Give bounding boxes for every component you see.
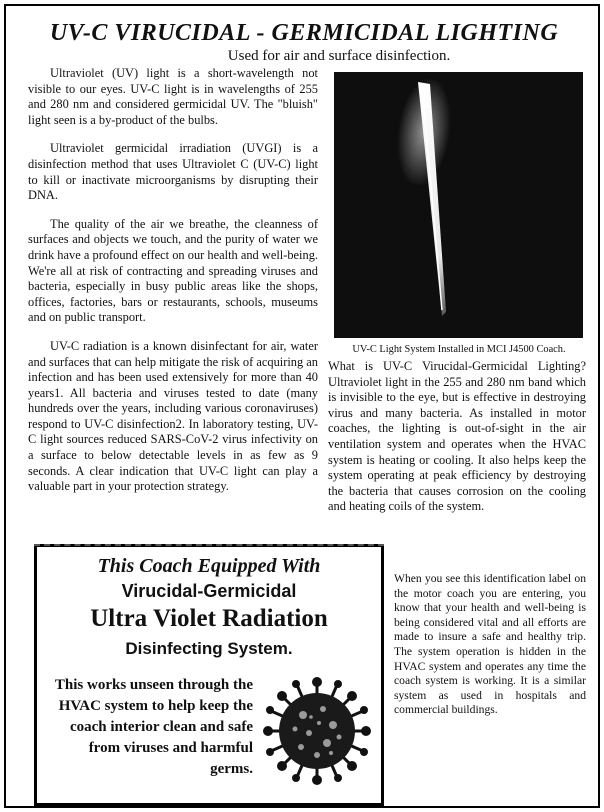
paragraph-uvc-radiation: UV-C radiation is a known disinfectant for air, water and surfaces that can help mitigate the risk of acquiring an infection and has been used extensively for more than 40 years1. All bacteria and viruses tested to date (many hundreds over the years, including various coronaviruses) respond to UV-C disinfection2. In laboratory testing, UV-C light sources reduced SARS-CoV-2 virus infectivity on a surface to below detectable levels in as few as 9 seconds. A clear indication that UV-C light can play a valuable part in your protection strategy. [28, 338, 318, 494]
paragraph-air-quality: The quality of the air we breathe, the cleanness of surfaces and objects we touch, and the purity of water we drink have a profound effect on our health and well-being. We're all at risk of contracting and spreading viruses and bacteria, especially in busy public areas like the shops, offices, factories, bars or restaurants, schools, museums and on public transport. [28, 216, 318, 325]
label-line-ultraviolet: Ultra Violet Radiation [90, 605, 328, 632]
virus-icon [261, 675, 373, 787]
paragraph-uv-definition: Ultraviolet (UV) light is a short-wavelength not visible to our eyes. UV-C light is in wavelengths of 255 and 280 nm and considered germicidal UV. The "bluish" light seen is a by-product of the bulbs. [28, 66, 318, 127]
label-line-disinfecting: Disinfecting System. [125, 639, 293, 658]
right-column: What is UV-C Virucidal-Germicidal Lighting? Ultraviolet light in the 255 and 280 nm band which is invisible to the eye, but is effective in destroying virus and many bacteria. As installed in motor coaches, the lighting is out-of-sight in the air ventilation system and operates when the HVAC system is heating or cooling. It also helps keep the system operating at peak efficiency by destroying the bacteria that causes corrosion on the cooling and heating coils of the system. [328, 359, 586, 514]
left-column [28, 66, 318, 508]
identification-label [34, 544, 384, 806]
label-line-virucidal: Virucidal-Germicidal [121, 581, 297, 601]
identification-label-explanation: When you see this identification label on the motor coach you are entering, you know that your health and well-being is being considered vital and all efforts are made to insure a safe and healthy trip. The system operation is hidden in the HVAC system and operates any time the coach system is working. It is a similar system as used in hospitals and commercial buildings. [394, 572, 586, 717]
label-body-text: This works unseen through the HVAC system to help keep the coach interior clean and safe from viruses and harmful germs. [54, 677, 253, 777]
page-subtitle: Used for air and surface disinfection. [227, 48, 451, 64]
photo-caption: UV-C Light System Installed in MCI J4500 Coach. [352, 344, 566, 355]
uvc-light-photo [334, 72, 583, 338]
label-heading: This Coach Equipped With [97, 555, 321, 577]
page-title: UV-C VIRUCIDAL - GERMICIDAL LIGHTING [49, 20, 559, 46]
paragraph-uvgi: Ultraviolet germicidal irradiation (UVGI) is a disinfection method that uses Ultraviolet C (UV-C) light to kill or inactivate microorganisms by disrupting their DNA. [28, 141, 318, 203]
flyer-page [4, 4, 600, 808]
uvc-tube-image [334, 72, 583, 338]
